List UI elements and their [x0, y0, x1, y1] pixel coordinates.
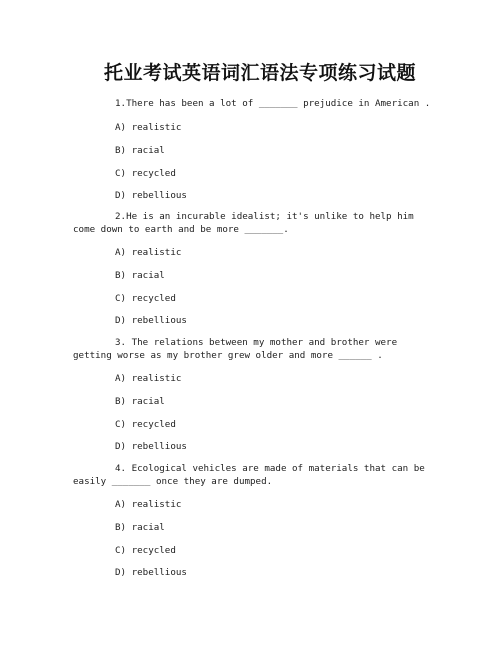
question-3-option-c: C) recycled [115, 419, 176, 430]
question-1-option-d: D) rebellious [115, 190, 187, 201]
page-title: 托业考试英语词汇语法专项练习试题 [103, 62, 416, 84]
question-1-option-c: C) recycled [115, 168, 176, 179]
question-2-option-b: B) racial [115, 270, 165, 281]
question-3-option-b: B) racial [115, 396, 165, 407]
question-2-option-d: D) rebellious [115, 315, 187, 326]
question-4-option-a: A) realistic [115, 499, 182, 510]
question-4-option-d: D) rebellious [115, 567, 187, 578]
question-2-option-c: C) recycled [115, 293, 176, 304]
question-4-stem-text: 4. Ecological vehicles are made of materials that can be easily _______ once they are dumped. [73, 463, 425, 487]
question-2-stem-text: 2.He is an incurable idealist; it's unlike to help him come down to earth and be more _______. [73, 211, 414, 235]
question-3-option-d: D) rebellious [115, 441, 187, 452]
question-3-stem-text: 3. The relations between my mother and brother were getting worse as my brother grew older and more ______ . [73, 337, 398, 361]
question-4-option-c: C) recycled [115, 545, 176, 556]
question-4-stem [73, 462, 433, 488]
question-2-stem [73, 210, 433, 236]
question-2-option-a: A) realistic [115, 247, 182, 258]
question-1-option-a: A) realistic [115, 122, 182, 133]
question-3-stem [73, 336, 433, 362]
question-3-option-a: A) realistic [115, 373, 182, 384]
question-4-option-b: B) racial [115, 522, 165, 533]
question-1-option-b: B) racial [115, 145, 165, 156]
question-1-stem: 1.There has been a lot of _______ prejudice in American . [115, 98, 431, 109]
